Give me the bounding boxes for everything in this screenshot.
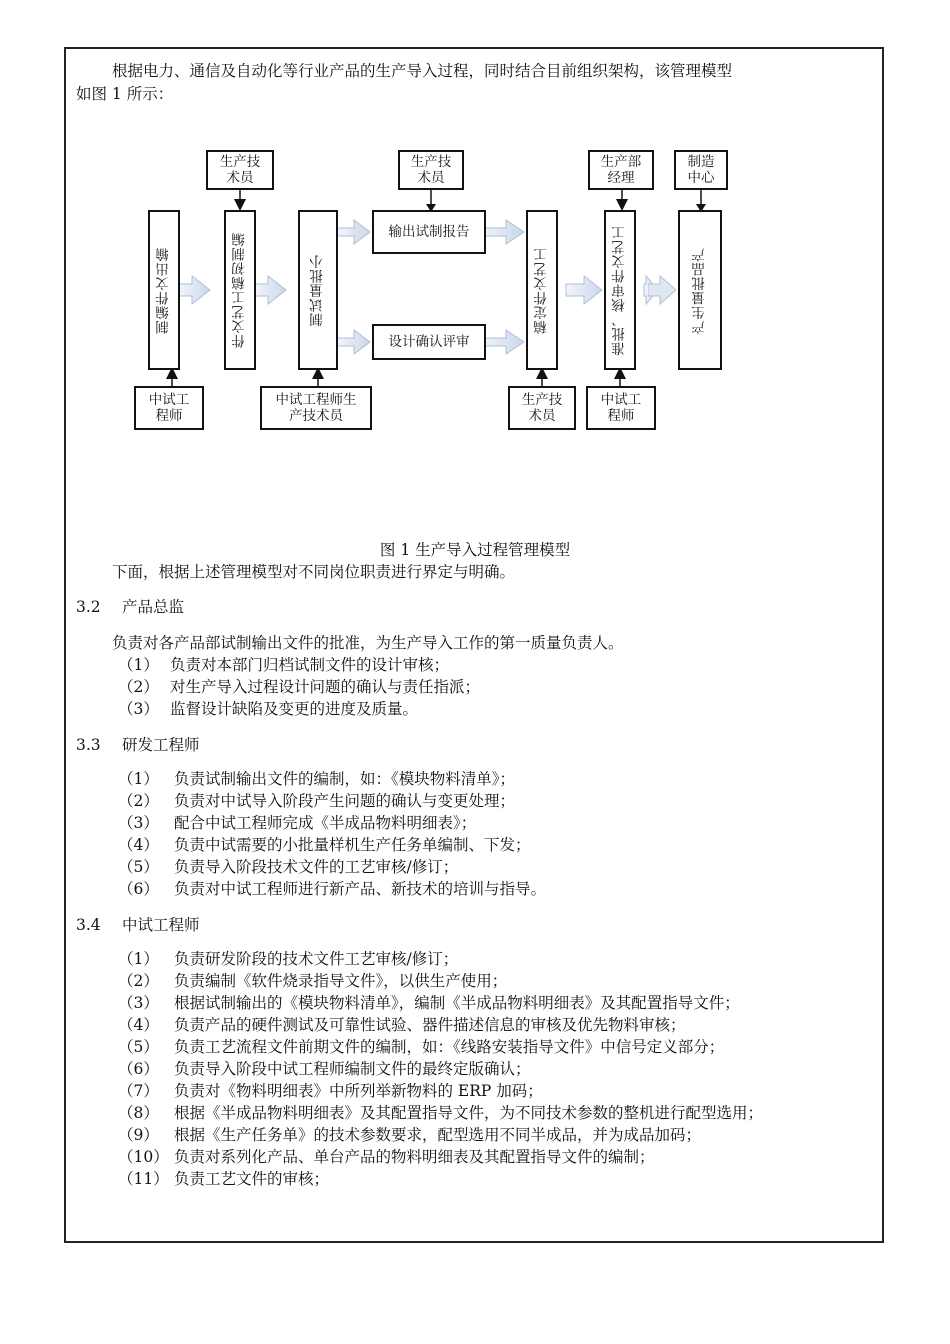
list-item: （11） 负责工艺文件的审核；	[118, 1170, 330, 1188]
list-item: （3） 根据试制输出的《模块物料清单》，编制《半成品物料明细表》及其配置指导文件；	[118, 994, 740, 1012]
section-title: 研发工程师	[122, 736, 200, 754]
role-box-bottom: 中试工程师	[134, 386, 204, 430]
list-item: （4） 负责中试需要的小批量样机生产任务单编制、下发；	[118, 836, 531, 854]
role-box-bottom: 中试工程师生产技术员	[260, 386, 372, 430]
intro-line-1: 根据电力、通信及自动化等行业产品的生产导入过程，同时结合目前组织架构，该管理模型	[112, 62, 733, 80]
list-item: （6） 负责导入阶段中试工程师编制文件的最终定版确认；	[118, 1060, 531, 1078]
flow-arrow	[178, 276, 210, 304]
list-34	[118, 948, 878, 1190]
list-33	[118, 768, 546, 900]
flow-arrow	[336, 220, 370, 244]
list-item: （1） 负责研发阶段的技术文件工艺审核/修订；	[118, 950, 459, 968]
list-32	[118, 654, 480, 720]
flow-arrow	[566, 276, 602, 304]
intro-line-2: 如图 1 所示：	[76, 85, 174, 103]
step-box: 稿定件文艺工	[526, 210, 558, 370]
list-item: （3） 监督设计缺陷及变更的进度及质量。	[118, 700, 419, 718]
role-box-top: 生产技术员	[398, 150, 464, 190]
role-arrow	[695, 190, 707, 212]
role-box-top: 生产部经理	[588, 150, 654, 190]
role-box-top: 制造中心	[674, 150, 728, 190]
process-diagram	[134, 146, 658, 434]
list-item: （6） 负责对中试工程师进行新产品、新技术的培训与指导。	[118, 880, 547, 898]
role-box-bottom: 中试工程师	[586, 386, 656, 430]
step-box: 制编件文出输	[148, 210, 180, 370]
role-box-top: 生产技术员	[206, 150, 274, 190]
role-arrow	[425, 190, 437, 212]
section-title: 中试工程师	[122, 916, 200, 934]
flow-arrow	[336, 330, 370, 354]
step-box-report: 输出试制报告	[372, 210, 486, 254]
list-item: （2） 对生产导入过程设计问题的确认与责任指派；	[118, 678, 481, 696]
list-item: （4） 负责产品的硬件测试及可靠性试验、器件描述信息的审核及优先物料审核；	[118, 1016, 686, 1034]
after-figure-text: 下面，根据上述管理模型对不同岗位职责进行界定与明确。	[112, 563, 516, 581]
role-box-bottom: 生产技术员	[508, 386, 576, 430]
step-box: 制试量批小	[298, 210, 338, 370]
flow-arrow	[254, 276, 286, 304]
flow-arrow	[648, 275, 676, 305]
section-number: 3.4	[76, 916, 101, 934]
step-box-review: 设计确认评审	[372, 324, 486, 360]
list-item: （9） 根据《生产任务单》的技术参数要求，配型选用不同半成品，并为成品加码；	[118, 1126, 702, 1144]
list-item: （2） 负责编制《软件烧录指导文件》，以供生产使用；	[118, 972, 508, 990]
section-lead: 负责对各产品部试制输出文件的批准，为生产导入工作的第一质量负责人。	[112, 634, 624, 652]
figure-caption: 图 1 生产导入过程管理模型	[379, 541, 571, 559]
step-box: 准批、核审件文艺工	[604, 210, 636, 370]
list-item: （7） 负责对《物料明细表》中所列举新物料的 ERP 加码；	[118, 1082, 543, 1100]
list-item: （8） 根据《半成品物料明细表》及其配置指导文件，为不同技术参数的整机进行配型选用；	[118, 1104, 764, 1122]
section-number: 3.2	[76, 598, 101, 616]
list-item: （3） 配合中试工程师完成《半成品物料明细表》；	[118, 814, 477, 832]
section-number: 3.3	[76, 736, 101, 754]
list-item: （2） 负责对中试导入阶段产生问题的确认与变更处理；	[118, 792, 516, 810]
step-box: 件文艺工稿初制编	[224, 210, 256, 370]
section-title: 产品总监	[122, 598, 185, 616]
list-item: （10） 负责对系列化产品、单台产品的物料明细表及其配置指导文件的编制；	[118, 1148, 655, 1166]
list-item: （1） 负责试制输出文件的编制，如：《模块物料清单》；	[118, 770, 516, 788]
list-item: （1） 负责对本部门归档试制文件的设计审核；	[118, 656, 450, 674]
list-item: （5） 负责工艺流程文件前期文件的编制，如：《线路安装指导文件》中信号定义部分；	[118, 1038, 725, 1056]
list-item: （5） 负责导入阶段技术文件的工艺审核/修订；	[118, 858, 459, 876]
step-box-mass-production: 产生量批品产	[678, 210, 722, 370]
